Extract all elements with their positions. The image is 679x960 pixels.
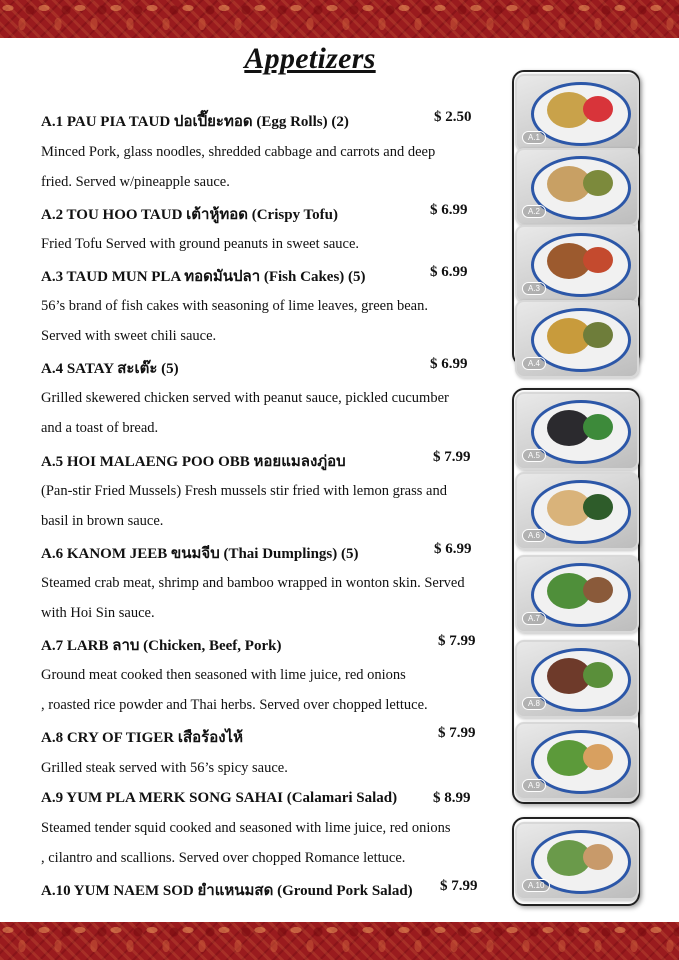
photo-tag: A.4	[522, 357, 546, 370]
food-shape	[583, 322, 613, 348]
item-heading: A.8 CRY OF TIGER เสือร้องไห้	[41, 730, 243, 746]
item-description: Served with sweet chili sauce.	[41, 328, 217, 344]
item-description: and a toast of bread.	[41, 420, 159, 436]
item-price: $ 2.50	[434, 109, 472, 125]
photo-tag: A.7	[522, 612, 546, 625]
item-heading: A.10 YUM NAEM SOD ยำแหนมสด (Ground Pork Salad)	[41, 883, 413, 899]
item-heading: A.5 HOI MALAENG POO OBB หอยแมลงภู่อบ	[41, 454, 346, 470]
food-shape	[583, 744, 613, 770]
item-description: with Hoi Sin sauce.	[41, 605, 155, 621]
food-shape	[583, 577, 613, 603]
top-decorative-border	[0, 0, 679, 38]
item-price: $ 6.99	[434, 541, 472, 557]
item-price: $ 7.99	[433, 449, 471, 465]
food-photo	[515, 300, 639, 378]
item-heading: A.2 TOU HOO TAUD เต้าหู้ทอด (Crispy Tofu)	[41, 207, 339, 223]
item-price: $ 6.99	[430, 264, 468, 280]
food-shape	[583, 494, 613, 520]
food-photo	[515, 640, 639, 718]
food-photo	[515, 555, 639, 633]
item-description: Ground meat cooked then seasoned with lime juice, red onions	[41, 667, 406, 683]
photo-tag: A.9	[522, 779, 546, 792]
bottom-decorative-border	[0, 922, 679, 960]
food-photo	[515, 822, 639, 900]
food-shape	[583, 844, 613, 870]
food-shape	[583, 414, 613, 440]
item-price: $ 6.99	[430, 202, 468, 218]
food-photo	[515, 392, 639, 470]
item-description: Minced Pork, glass noodles, shredded cabbage and carrots and deep	[41, 144, 436, 160]
food-photo	[515, 225, 639, 303]
item-description: (Pan-stir Fried Mussels) Fresh mussels stir fried with lemon grass and	[41, 483, 447, 499]
item-description: Steamed tender squid cooked and seasoned with lime juice, red onions	[41, 820, 451, 836]
item-description: fried. Served w/pineapple sauce.	[41, 174, 230, 190]
food-shape	[583, 247, 613, 273]
item-heading: A.1 PAU PIA TAUD ปอเปี๊ยะทอด (Egg Rolls) (2)	[41, 114, 349, 130]
photo-tag: A.5	[522, 449, 546, 462]
item-description: , cilantro and scallions. Served over chopped Romance lettuce.	[41, 850, 406, 866]
food-photo	[515, 148, 639, 226]
item-heading: A.9 YUM PLA MERK SONG SAHAI (Calamari Salad)	[41, 790, 398, 806]
food-photo	[515, 74, 639, 152]
item-price: $ 7.99	[438, 725, 476, 741]
food-shape	[583, 96, 613, 122]
photo-tag: A.3	[522, 282, 546, 295]
item-heading: A.3 TAUD MUN PLA ทอดมันปลา (Fish Cakes) (5)	[41, 269, 366, 285]
item-description: Steamed crab meat, shrimp and bamboo wrapped in wonton skin. Served	[41, 575, 465, 591]
item-heading: A.6 KANOM JEEB ขนมจีบ (Thai Dumplings) (5)	[41, 546, 359, 562]
item-price: $ 7.99	[440, 878, 478, 894]
item-heading: A.7 LARB ลาบ (Chicken, Beef, Pork)	[41, 638, 282, 654]
item-description: Fried Tofu Served with ground peanuts in sweet sauce.	[41, 236, 360, 252]
photo-tag: A.10	[522, 879, 550, 892]
photo-tag: A.6	[522, 529, 546, 542]
food-shape	[583, 170, 613, 196]
food-photo	[515, 472, 639, 550]
item-price: $ 6.99	[430, 356, 468, 372]
item-price: $ 8.99	[433, 790, 471, 806]
item-description: 56’s brand of fish cakes with seasoning of lime leaves, green bean.	[41, 298, 428, 314]
food-shape	[583, 662, 613, 688]
item-description: basil in brown sauce.	[41, 513, 164, 529]
item-heading: A.4 SATAY สะเต๊ะ (5)	[41, 361, 179, 377]
item-description: Grilled skewered chicken served with peanut sauce, pickled cucumber	[41, 390, 449, 406]
page-title: Appetizers	[244, 42, 376, 75]
photo-tag: A.8	[522, 697, 546, 710]
photo-tag: A.2	[522, 205, 546, 218]
food-photo	[515, 722, 639, 800]
item-description: , roasted rice powder and Thai herbs. Served over chopped lettuce.	[41, 697, 428, 713]
item-price: $ 7.99	[438, 633, 476, 649]
item-description: Grilled steak served with 56’s spicy sauce.	[41, 760, 288, 776]
photo-tag: A.1	[522, 131, 546, 144]
